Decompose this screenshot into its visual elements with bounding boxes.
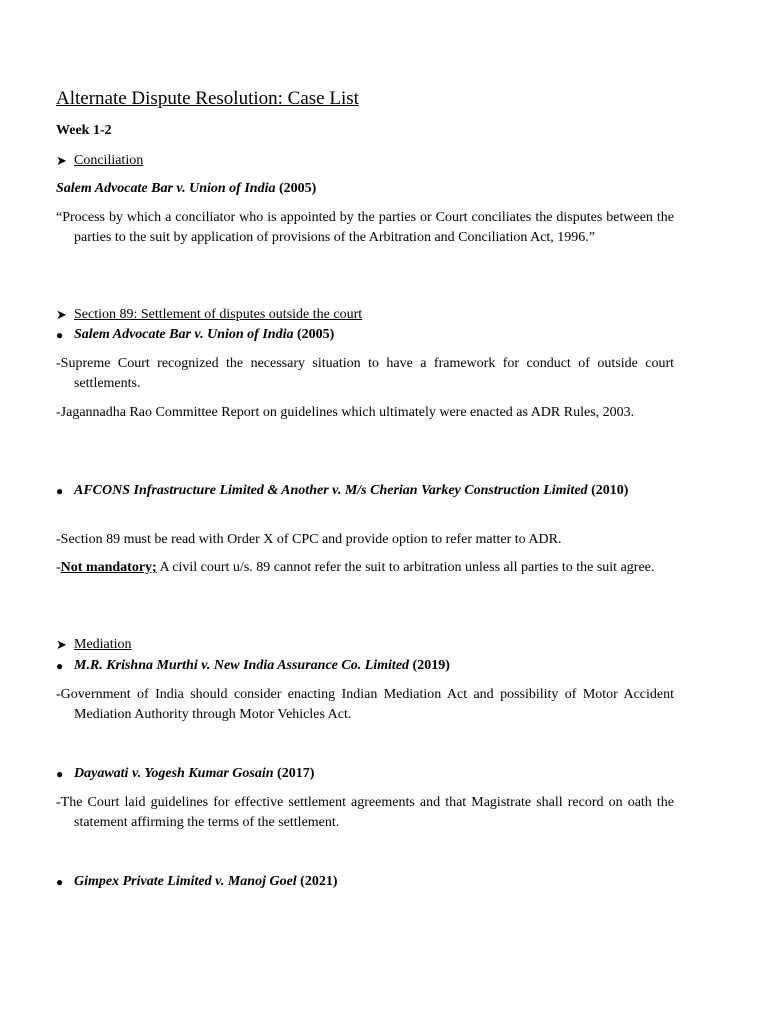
note-paragraph: -Jagannadha Rao Committee Report on guidelines which ultimately were enacted as ADR Rules, 2003. bbox=[56, 405, 635, 420]
case-name: Gimpex Private Limited v. Manoj Goel bbox=[74, 874, 297, 889]
quote-paragraph: “Process by which a conciliator who is appointed by the parties or Court conciliates the disputes between the parties to the suit by application of provisions of the Arbitration and Conciliation Act, 1996.” bbox=[56, 210, 674, 245]
note-paragraph: -The Court laid guidelines for effective settlement agreements and that Magistrate shall record on oath the statement affirming the terms of the settlement. bbox=[56, 795, 674, 830]
arrow-bullet-icon: ➤ bbox=[56, 153, 67, 168]
arrow-bullet-icon: ➤ bbox=[56, 637, 67, 652]
case-bullet bbox=[56, 481, 674, 501]
page-title: Alternate Dispute Resolution: Case List bbox=[56, 88, 359, 109]
note-prefix: - bbox=[56, 560, 61, 575]
section-heading-mediation bbox=[56, 635, 674, 655]
case-year: (2019) bbox=[412, 658, 450, 673]
week-heading: Week 1-2 bbox=[56, 123, 112, 138]
case-bullet bbox=[56, 764, 674, 784]
note-paragraph: -Supreme Court recognized the necessary situation to have a framework for conduct of outside court settlements. bbox=[56, 356, 674, 391]
case-year: (2005) bbox=[296, 327, 335, 342]
bullet-dot-icon: ● bbox=[56, 328, 64, 342]
note-emphasis: Not mandatory; bbox=[60, 560, 157, 575]
bullet-dot-icon: ● bbox=[56, 659, 64, 673]
case-name: M.R. Krishna Murthi v. New India Assurance Co. Limited bbox=[74, 658, 410, 673]
bullet-dot-icon: ● bbox=[56, 484, 64, 498]
section-heading-conciliation bbox=[56, 151, 674, 171]
section-heading-label: Conciliation bbox=[74, 153, 144, 168]
case-name: Dayawati v. Yogesh Kumar Gosain bbox=[74, 766, 274, 781]
section-heading-label: Section 89: Settlement of disputes outside the court bbox=[74, 307, 363, 322]
case-citation bbox=[56, 179, 674, 199]
case-year: (2021) bbox=[300, 874, 338, 889]
case-bullet bbox=[56, 872, 674, 892]
case-name: AFCONS Infrastructure Limited & Another v. M/s Cherian Varkey Construction Limited bbox=[74, 483, 588, 498]
section-heading-section-89 bbox=[56, 305, 674, 325]
case-name: Salem Advocate Bar v. Union of India bbox=[74, 327, 294, 342]
note-paragraph bbox=[56, 558, 674, 578]
case-bullet bbox=[56, 656, 674, 676]
note-paragraph: -Government of India should consider enacting Indian Mediation Act and possibility of Motor Accident Mediation Authority through Motor Vehicles Act. bbox=[56, 687, 674, 722]
section-heading-label: Mediation bbox=[74, 637, 132, 652]
case-year: (2005) bbox=[278, 181, 317, 196]
case-name: Salem Advocate Bar v. Union of India bbox=[56, 181, 276, 196]
bullet-dot-icon: ● bbox=[56, 875, 64, 889]
note-paragraph: -Section 89 must be read with Order X of CPC and provide option to refer matter to ADR. bbox=[56, 532, 562, 547]
note-text: A civil court u/s. 89 cannot refer the suit to arbitration unless all parties to the suit agree. bbox=[156, 560, 655, 575]
case-year: (2010) bbox=[591, 483, 629, 498]
case-bullet bbox=[56, 325, 674, 345]
bullet-dot-icon: ● bbox=[56, 767, 64, 781]
case-year: (2017) bbox=[277, 766, 315, 781]
arrow-bullet-icon: ➤ bbox=[56, 307, 67, 322]
